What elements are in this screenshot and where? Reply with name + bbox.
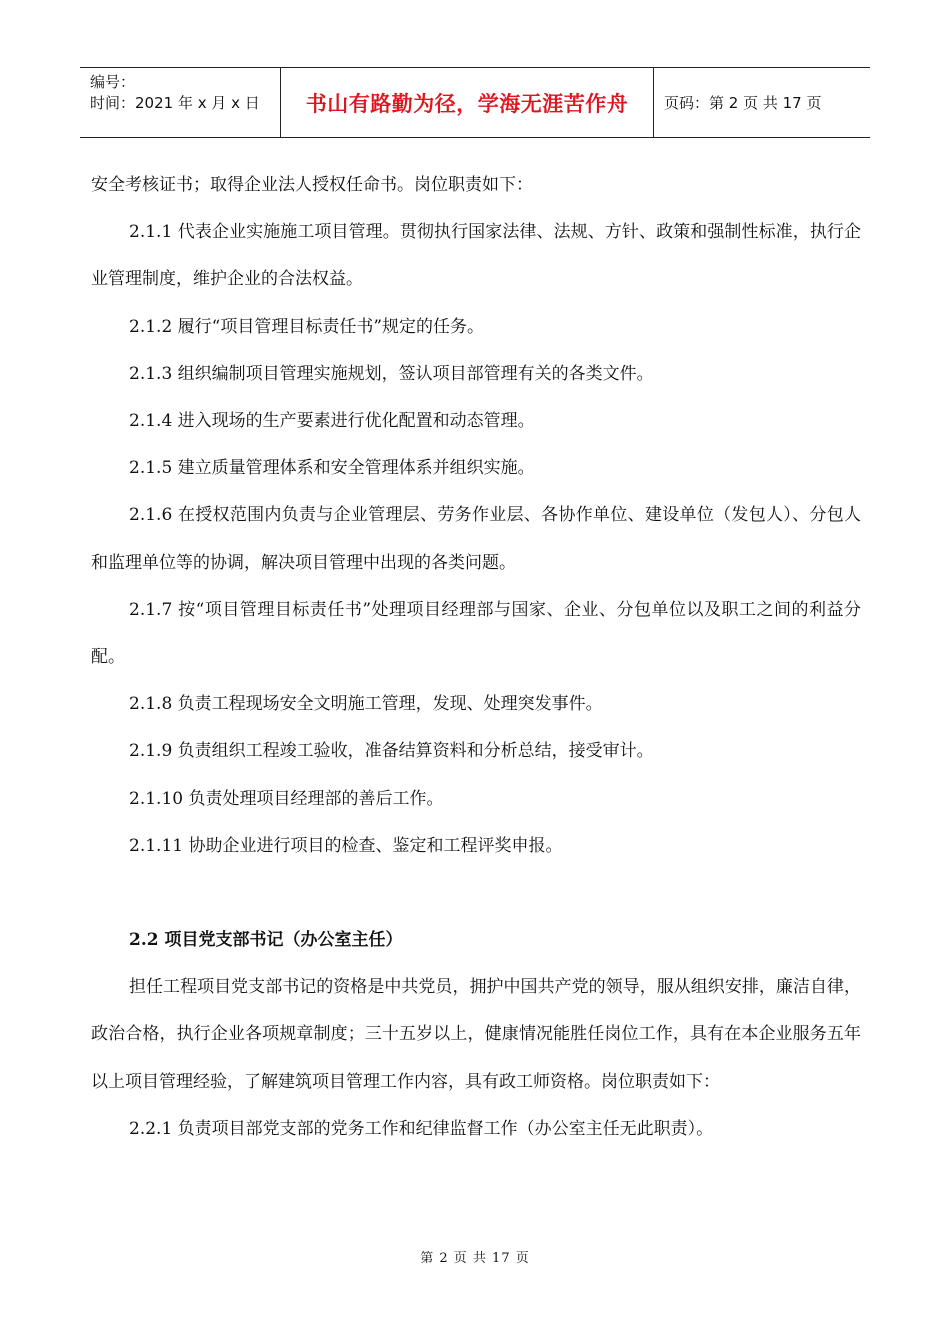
- paragraph: 2.1.5 建立质量管理体系和安全管理体系并组织实施。: [129, 458, 535, 479]
- paragraph: 2.1.10 负责处理项目经理部的善后工作。: [129, 788, 444, 809]
- paragraph: 2.2.1 负责项目部党支部的党务工作和纪律监督工作（办公室主任无此职责）。: [129, 1118, 714, 1139]
- paragraph: 2.1.2 履行“项目管理目标责任书”规定的任务。: [129, 316, 485, 337]
- paragraph: 2.1.7 按“项目管理目标责任书”处理项目经理部与国家、企业、分包单位以及职工之间的利益分配。: [91, 599, 861, 668]
- page-header: [80, 67, 870, 138]
- page-footer: 第 2 页 共 17 页: [420, 1251, 530, 1266]
- paragraph: 担任工程项目党支部书记的资格是中共党员，拥护中国共产党的领导，服从组织安排，廉洁自律，政治合格，执行企业各项规章制度；三十五岁以上，健康情况能胜任岗位工作，具有在本企业服务五年以上项目管理经验，了解建筑项目管理工作内容，具有政工师资格。岗位职责如下：: [91, 977, 861, 1092]
- section-spacer: [91, 870, 861, 917]
- paragraph: 2.1.4 进入现场的生产要素进行优化配置和动态管理。: [129, 411, 535, 432]
- section-heading: 2.2 项目党支部书记（办公室主任）: [129, 930, 403, 951]
- document-date: 时间：2021 年 x 月 x 日: [90, 94, 260, 112]
- document-body: [91, 162, 861, 1153]
- document-number-label: 编号：: [90, 73, 136, 91]
- header-motto: 书山有路勤为径，学海无涯苦作舟: [281, 68, 654, 137]
- header-page-info: 页码：第 2 页 共 17 页: [664, 94, 822, 112]
- paragraph: 2.1.3 组织编制项目管理实施规划，签认项目部管理有关的各类文件。: [129, 363, 654, 384]
- paragraph: 2.1.6 在授权范围内负责与企业管理层、劳务作业层、各协作单位、建设单位（发包人）、分包人和监理单位等的协调，解决项目管理中出现的各类问题。: [91, 505, 861, 573]
- paragraph: 安全考核证书；取得企业法人授权任命书。岗位职责如下：: [91, 175, 533, 195]
- paragraph: 2.1.11 协助企业进行项目的检查、鉴定和工程评奖申报。: [129, 835, 563, 856]
- paragraph: 2.1.1 代表企业实施施工项目管理。贯彻执行国家法律、法规、方针、政策和强制性标准，执行企业管理制度，维护企业的合法权益。: [91, 222, 861, 290]
- paragraph: 2.1.8 负责工程现场安全文明施工管理，发现、处理突发事件。: [129, 694, 603, 715]
- paragraph: 2.1.9 负责组织工程竣工验收，准备结算资料和分析总结，接受审计。: [129, 741, 654, 762]
- header-meta: [80, 68, 281, 137]
